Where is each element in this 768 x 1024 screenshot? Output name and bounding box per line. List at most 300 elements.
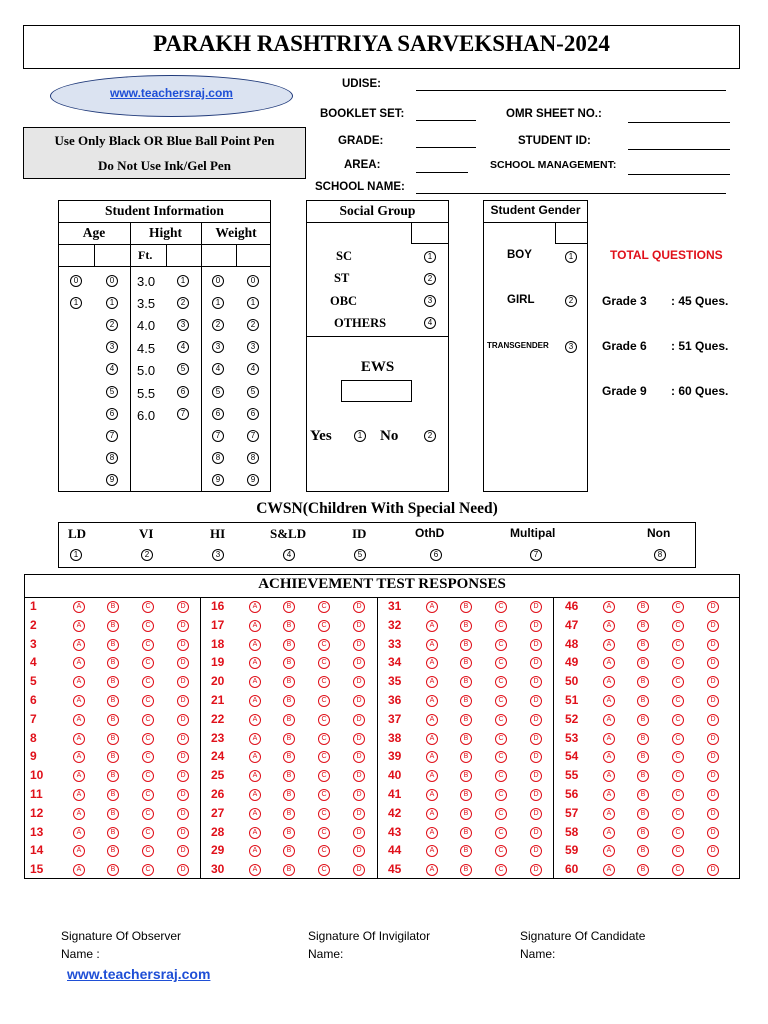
answer-bubble-b[interactable]: B xyxy=(107,770,119,782)
answer-bubble-a[interactable]: A xyxy=(603,789,615,801)
answer-bubble-a[interactable]: A xyxy=(249,789,261,801)
answer-bubble-d[interactable]: D xyxy=(530,751,542,763)
answer-bubble-a[interactable]: A xyxy=(426,714,438,726)
cwsn-bubble[interactable]: 6 xyxy=(430,549,442,561)
answer-bubble-c[interactable]: C xyxy=(495,733,507,745)
age-ones-bubble[interactable]: 6 xyxy=(106,408,118,420)
answer-bubble-c[interactable]: C xyxy=(672,601,684,613)
answer-bubble-b[interactable]: B xyxy=(460,657,472,669)
answer-bubble-b[interactable]: B xyxy=(283,845,295,857)
answer-bubble-a[interactable]: A xyxy=(249,601,261,613)
weight-ones-bubble[interactable]: 4 xyxy=(247,363,259,375)
cwsn-bubble[interactable]: 4 xyxy=(283,549,295,561)
cwsn-bubble[interactable]: 5 xyxy=(354,549,366,561)
student-id-field[interactable] xyxy=(628,149,730,150)
logo-link[interactable]: www.teachersraj.com xyxy=(110,86,233,100)
answer-bubble-d[interactable]: D xyxy=(353,751,365,763)
answer-bubble-a[interactable]: A xyxy=(249,864,261,876)
answer-bubble-d[interactable]: D xyxy=(177,639,189,651)
answer-bubble-d[interactable]: D xyxy=(530,808,542,820)
answer-bubble-d[interactable]: D xyxy=(530,601,542,613)
weight-tens-bubble[interactable]: 0 xyxy=(212,275,224,287)
answer-bubble-c[interactable]: C xyxy=(495,808,507,820)
social-group-bubble[interactable]: 1 xyxy=(424,251,436,263)
answer-bubble-c[interactable]: C xyxy=(495,770,507,782)
answer-bubble-a[interactable]: A xyxy=(73,751,85,763)
answer-bubble-b[interactable]: B xyxy=(107,733,119,745)
answer-bubble-d[interactable]: D xyxy=(707,864,719,876)
answer-bubble-c[interactable]: C xyxy=(495,845,507,857)
answer-bubble-d[interactable]: D xyxy=(177,845,189,857)
answer-bubble-b[interactable]: B xyxy=(107,657,119,669)
answer-bubble-a[interactable]: A xyxy=(249,827,261,839)
weight-ones-bubble[interactable]: 7 xyxy=(247,430,259,442)
answer-bubble-a[interactable]: A xyxy=(603,733,615,745)
answer-bubble-c[interactable]: C xyxy=(495,789,507,801)
answer-bubble-c[interactable]: C xyxy=(142,714,154,726)
answer-bubble-d[interactable]: D xyxy=(177,695,189,707)
answer-bubble-a[interactable]: A xyxy=(73,789,85,801)
answer-bubble-d[interactable]: D xyxy=(707,845,719,857)
answer-bubble-d[interactable]: D xyxy=(353,676,365,688)
answer-bubble-d[interactable]: D xyxy=(177,657,189,669)
height-bubble[interactable]: 5 xyxy=(177,363,189,375)
omr-sheet-no-field[interactable] xyxy=(628,122,730,123)
answer-bubble-b[interactable]: B xyxy=(460,864,472,876)
answer-bubble-b[interactable]: B xyxy=(637,601,649,613)
area-field[interactable] xyxy=(416,172,468,173)
answer-bubble-c[interactable]: C xyxy=(495,620,507,632)
weight-ones-bubble[interactable]: 3 xyxy=(247,341,259,353)
answer-bubble-d[interactable]: D xyxy=(707,639,719,651)
weight-ones-bubble[interactable]: 6 xyxy=(247,408,259,420)
answer-bubble-b[interactable]: B xyxy=(637,827,649,839)
answer-bubble-b[interactable]: B xyxy=(637,751,649,763)
answer-bubble-a[interactable]: A xyxy=(73,845,85,857)
answer-bubble-a[interactable]: A xyxy=(249,733,261,745)
answer-bubble-b[interactable]: B xyxy=(283,733,295,745)
answer-bubble-d[interactable]: D xyxy=(707,657,719,669)
gender-bubble[interactable]: 2 xyxy=(565,295,577,307)
answer-bubble-c[interactable]: C xyxy=(672,620,684,632)
weight-tens-bubble[interactable]: 2 xyxy=(212,319,224,331)
answer-bubble-a[interactable]: A xyxy=(603,845,615,857)
answer-bubble-d[interactable]: D xyxy=(707,827,719,839)
answer-bubble-c[interactable]: C xyxy=(142,845,154,857)
age-ones-bubble[interactable]: 9 xyxy=(106,474,118,486)
answer-bubble-b[interactable]: B xyxy=(283,639,295,651)
weight-tens-bubble[interactable]: 9 xyxy=(212,474,224,486)
answer-bubble-b[interactable]: B xyxy=(460,770,472,782)
answer-bubble-a[interactable]: A xyxy=(603,601,615,613)
answer-bubble-c[interactable]: C xyxy=(495,864,507,876)
answer-bubble-c[interactable]: C xyxy=(672,733,684,745)
answer-bubble-b[interactable]: B xyxy=(460,601,472,613)
age-ones-bubble[interactable]: 1 xyxy=(106,297,118,309)
answer-bubble-a[interactable]: A xyxy=(73,733,85,745)
answer-bubble-b[interactable]: B xyxy=(460,808,472,820)
answer-bubble-c[interactable]: C xyxy=(142,864,154,876)
answer-bubble-a[interactable]: A xyxy=(73,864,85,876)
cwsn-bubble[interactable]: 2 xyxy=(141,549,153,561)
answer-bubble-c[interactable]: C xyxy=(318,827,330,839)
answer-bubble-a[interactable]: A xyxy=(603,751,615,763)
answer-bubble-c[interactable]: C xyxy=(142,827,154,839)
answer-bubble-c[interactable]: C xyxy=(318,751,330,763)
answer-bubble-a[interactable]: A xyxy=(73,639,85,651)
answer-bubble-c[interactable]: C xyxy=(142,808,154,820)
age-ones-bubble[interactable]: 0 xyxy=(106,275,118,287)
answer-bubble-c[interactable]: C xyxy=(672,845,684,857)
answer-bubble-c[interactable]: C xyxy=(142,770,154,782)
answer-bubble-c[interactable]: C xyxy=(495,827,507,839)
answer-bubble-d[interactable]: D xyxy=(177,601,189,613)
answer-bubble-d[interactable]: D xyxy=(530,676,542,688)
answer-bubble-b[interactable]: B xyxy=(107,601,119,613)
height-bubble[interactable]: 4 xyxy=(177,341,189,353)
answer-bubble-a[interactable]: A xyxy=(426,808,438,820)
answer-bubble-c[interactable]: C xyxy=(495,601,507,613)
grade-field[interactable] xyxy=(416,147,476,148)
answer-bubble-c[interactable]: C xyxy=(318,601,330,613)
answer-bubble-d[interactable]: D xyxy=(353,657,365,669)
answer-bubble-b[interactable]: B xyxy=(637,639,649,651)
answer-bubble-a[interactable]: A xyxy=(426,639,438,651)
answer-bubble-c[interactable]: C xyxy=(142,676,154,688)
answer-bubble-b[interactable]: B xyxy=(460,733,472,745)
answer-bubble-b[interactable]: B xyxy=(637,620,649,632)
answer-bubble-a[interactable]: A xyxy=(426,695,438,707)
answer-bubble-d[interactable]: D xyxy=(353,808,365,820)
answer-bubble-a[interactable]: A xyxy=(249,676,261,688)
answer-bubble-d[interactable]: D xyxy=(707,808,719,820)
answer-bubble-d[interactable]: D xyxy=(177,770,189,782)
cwsn-bubble[interactable]: 7 xyxy=(530,549,542,561)
answer-bubble-b[interactable]: B xyxy=(283,864,295,876)
school-name-field[interactable] xyxy=(416,193,726,194)
answer-bubble-b[interactable]: B xyxy=(283,751,295,763)
answer-bubble-d[interactable]: D xyxy=(177,789,189,801)
answer-bubble-c[interactable]: C xyxy=(318,639,330,651)
answer-bubble-c[interactable]: C xyxy=(318,770,330,782)
answer-bubble-a[interactable]: A xyxy=(249,620,261,632)
answer-bubble-a[interactable]: A xyxy=(249,639,261,651)
answer-bubble-a[interactable]: A xyxy=(603,620,615,632)
answer-bubble-a[interactable]: A xyxy=(426,620,438,632)
footer-link[interactable]: www.teachersraj.com xyxy=(67,966,211,982)
answer-bubble-c[interactable]: C xyxy=(318,695,330,707)
answer-bubble-b[interactable]: B xyxy=(107,751,119,763)
ews-entry-box[interactable] xyxy=(341,380,412,402)
udise-field[interactable] xyxy=(416,90,726,91)
answer-bubble-d[interactable]: D xyxy=(177,733,189,745)
answer-bubble-b[interactable]: B xyxy=(283,827,295,839)
cwsn-bubble[interactable]: 1 xyxy=(70,549,82,561)
answer-bubble-b[interactable]: B xyxy=(460,695,472,707)
height-bubble[interactable]: 3 xyxy=(177,319,189,331)
age-ones-bubble[interactable]: 8 xyxy=(106,452,118,464)
answer-bubble-c[interactable]: C xyxy=(142,733,154,745)
answer-bubble-d[interactable]: D xyxy=(353,845,365,857)
ews-no-bubble[interactable]: 2 xyxy=(424,430,436,442)
answer-bubble-d[interactable]: D xyxy=(707,770,719,782)
answer-bubble-b[interactable]: B xyxy=(637,789,649,801)
ews-yes-bubble[interactable]: 1 xyxy=(354,430,366,442)
answer-bubble-b[interactable]: B xyxy=(283,770,295,782)
answer-bubble-a[interactable]: A xyxy=(249,751,261,763)
answer-bubble-a[interactable]: A xyxy=(426,676,438,688)
age-tens-bubble[interactable]: 1 xyxy=(70,297,82,309)
answer-bubble-b[interactable]: B xyxy=(637,714,649,726)
cwsn-bubble[interactable]: 8 xyxy=(654,549,666,561)
answer-bubble-a[interactable]: A xyxy=(249,808,261,820)
answer-bubble-b[interactable]: B xyxy=(107,789,119,801)
answer-bubble-a[interactable]: A xyxy=(73,601,85,613)
weight-tens-bubble[interactable]: 5 xyxy=(212,386,224,398)
answer-bubble-b[interactable]: B xyxy=(460,827,472,839)
answer-bubble-b[interactable]: B xyxy=(283,601,295,613)
answer-bubble-a[interactable]: A xyxy=(426,770,438,782)
answer-bubble-d[interactable]: D xyxy=(353,864,365,876)
height-bubble[interactable]: 2 xyxy=(177,297,189,309)
answer-bubble-d[interactable]: D xyxy=(353,789,365,801)
answer-bubble-b[interactable]: B xyxy=(283,714,295,726)
answer-bubble-b[interactable]: B xyxy=(107,695,119,707)
answer-bubble-d[interactable]: D xyxy=(177,827,189,839)
answer-bubble-d[interactable]: D xyxy=(353,770,365,782)
gender-entry-box[interactable] xyxy=(555,222,587,244)
answer-bubble-b[interactable]: B xyxy=(107,639,119,651)
social-group-bubble[interactable]: 2 xyxy=(424,273,436,285)
answer-bubble-b[interactable]: B xyxy=(637,845,649,857)
answer-bubble-b[interactable]: B xyxy=(283,695,295,707)
answer-bubble-a[interactable]: A xyxy=(73,827,85,839)
answer-bubble-b[interactable]: B xyxy=(637,657,649,669)
weight-ones-bubble[interactable]: 0 xyxy=(247,275,259,287)
answer-bubble-c[interactable]: C xyxy=(318,864,330,876)
answer-bubble-a[interactable]: A xyxy=(603,695,615,707)
answer-bubble-c[interactable]: C xyxy=(672,657,684,669)
answer-bubble-d[interactable]: D xyxy=(530,845,542,857)
weight-tens-bubble[interactable]: 3 xyxy=(212,341,224,353)
answer-bubble-a[interactable]: A xyxy=(426,601,438,613)
answer-bubble-a[interactable]: A xyxy=(603,864,615,876)
answer-bubble-b[interactable]: B xyxy=(283,676,295,688)
answer-bubble-a[interactable]: A xyxy=(73,770,85,782)
answer-bubble-d[interactable]: D xyxy=(707,620,719,632)
answer-bubble-d[interactable]: D xyxy=(353,714,365,726)
answer-bubble-b[interactable]: B xyxy=(107,620,119,632)
answer-bubble-b[interactable]: B xyxy=(637,864,649,876)
weight-tens-bubble[interactable]: 6 xyxy=(212,408,224,420)
answer-bubble-c[interactable]: C xyxy=(672,827,684,839)
answer-bubble-a[interactable]: A xyxy=(249,695,261,707)
booklet-set-field[interactable] xyxy=(416,120,476,121)
answer-bubble-d[interactable]: D xyxy=(707,714,719,726)
answer-bubble-b[interactable]: B xyxy=(460,751,472,763)
answer-bubble-c[interactable]: C xyxy=(672,789,684,801)
answer-bubble-d[interactable]: D xyxy=(530,620,542,632)
answer-bubble-b[interactable]: B xyxy=(637,733,649,745)
answer-bubble-d[interactable]: D xyxy=(177,864,189,876)
answer-bubble-d[interactable]: D xyxy=(707,601,719,613)
answer-bubble-c[interactable]: C xyxy=(318,733,330,745)
answer-bubble-c[interactable]: C xyxy=(495,714,507,726)
answer-bubble-d[interactable]: D xyxy=(530,639,542,651)
answer-bubble-b[interactable]: B xyxy=(460,789,472,801)
answer-bubble-d[interactable]: D xyxy=(177,676,189,688)
age-ones-bubble[interactable]: 4 xyxy=(106,363,118,375)
weight-ones-bubble[interactable]: 5 xyxy=(247,386,259,398)
answer-bubble-b[interactable]: B xyxy=(637,770,649,782)
answer-bubble-d[interactable]: D xyxy=(707,695,719,707)
answer-bubble-c[interactable]: C xyxy=(672,695,684,707)
answer-bubble-a[interactable]: A xyxy=(603,827,615,839)
school-management-field[interactable] xyxy=(628,174,730,175)
answer-bubble-d[interactable]: D xyxy=(177,620,189,632)
answer-bubble-b[interactable]: B xyxy=(107,714,119,726)
answer-bubble-a[interactable]: A xyxy=(73,676,85,688)
answer-bubble-c[interactable]: C xyxy=(672,751,684,763)
answer-bubble-d[interactable]: D xyxy=(530,770,542,782)
answer-bubble-b[interactable]: B xyxy=(283,620,295,632)
answer-bubble-a[interactable]: A xyxy=(603,657,615,669)
answer-bubble-a[interactable]: A xyxy=(426,845,438,857)
answer-bubble-c[interactable]: C xyxy=(672,864,684,876)
answer-bubble-b[interactable]: B xyxy=(107,827,119,839)
answer-bubble-a[interactable]: A xyxy=(249,845,261,857)
answer-bubble-c[interactable]: C xyxy=(495,751,507,763)
answer-bubble-c[interactable]: C xyxy=(672,770,684,782)
answer-bubble-b[interactable]: B xyxy=(637,808,649,820)
weight-ones-bubble[interactable]: 2 xyxy=(247,319,259,331)
answer-bubble-b[interactable]: B xyxy=(283,808,295,820)
answer-bubble-a[interactable]: A xyxy=(249,714,261,726)
answer-bubble-b[interactable]: B xyxy=(460,845,472,857)
answer-bubble-d[interactable]: D xyxy=(177,714,189,726)
answer-bubble-b[interactable]: B xyxy=(107,676,119,688)
gender-bubble[interactable]: 3 xyxy=(565,341,577,353)
answer-bubble-b[interactable]: B xyxy=(460,620,472,632)
answer-bubble-a[interactable]: A xyxy=(73,808,85,820)
answer-bubble-c[interactable]: C xyxy=(672,808,684,820)
answer-bubble-b[interactable]: B xyxy=(107,845,119,857)
answer-bubble-c[interactable]: C xyxy=(142,789,154,801)
answer-bubble-d[interactable]: D xyxy=(530,733,542,745)
weight-tens-bubble[interactable]: 7 xyxy=(212,430,224,442)
weight-tens-bubble[interactable]: 4 xyxy=(212,363,224,375)
social-group-bubble[interactable]: 4 xyxy=(424,317,436,329)
answer-bubble-b[interactable]: B xyxy=(283,657,295,669)
answer-bubble-d[interactable]: D xyxy=(530,789,542,801)
answer-bubble-d[interactable]: D xyxy=(707,733,719,745)
answer-bubble-c[interactable]: C xyxy=(672,639,684,651)
answer-bubble-b[interactable]: B xyxy=(460,639,472,651)
answer-bubble-c[interactable]: C xyxy=(495,676,507,688)
answer-bubble-a[interactable]: A xyxy=(426,733,438,745)
weight-tens-bubble[interactable]: 1 xyxy=(212,297,224,309)
answer-bubble-d[interactable]: D xyxy=(353,601,365,613)
answer-bubble-b[interactable]: B xyxy=(460,714,472,726)
answer-bubble-b[interactable]: B xyxy=(460,676,472,688)
answer-bubble-c[interactable]: C xyxy=(318,714,330,726)
answer-bubble-d[interactable]: D xyxy=(530,864,542,876)
answer-bubble-d[interactable]: D xyxy=(353,639,365,651)
answer-bubble-c[interactable]: C xyxy=(318,657,330,669)
answer-bubble-d[interactable]: D xyxy=(177,751,189,763)
weight-ones-bubble[interactable]: 8 xyxy=(247,452,259,464)
gender-bubble[interactable]: 1 xyxy=(565,251,577,263)
answer-bubble-c[interactable]: C xyxy=(495,657,507,669)
answer-bubble-a[interactable]: A xyxy=(603,714,615,726)
answer-bubble-c[interactable]: C xyxy=(318,845,330,857)
answer-bubble-d[interactable]: D xyxy=(353,620,365,632)
answer-bubble-a[interactable]: A xyxy=(426,864,438,876)
age-ones-bubble[interactable]: 7 xyxy=(106,430,118,442)
answer-bubble-d[interactable]: D xyxy=(707,676,719,688)
age-tens-bubble[interactable]: 0 xyxy=(70,275,82,287)
answer-bubble-a[interactable]: A xyxy=(603,770,615,782)
answer-bubble-c[interactable]: C xyxy=(672,714,684,726)
age-ones-bubble[interactable]: 5 xyxy=(106,386,118,398)
height-bubble[interactable]: 7 xyxy=(177,408,189,420)
answer-bubble-a[interactable]: A xyxy=(249,657,261,669)
age-ones-bubble[interactable]: 3 xyxy=(106,341,118,353)
answer-bubble-d[interactable]: D xyxy=(530,827,542,839)
answer-bubble-d[interactable]: D xyxy=(707,751,719,763)
answer-bubble-d[interactable]: D xyxy=(353,695,365,707)
answer-bubble-d[interactable]: D xyxy=(530,657,542,669)
answer-bubble-d[interactable]: D xyxy=(530,714,542,726)
answer-bubble-d[interactable]: D xyxy=(353,827,365,839)
answer-bubble-d[interactable]: D xyxy=(177,808,189,820)
answer-bubble-b[interactable]: B xyxy=(637,695,649,707)
answer-bubble-d[interactable]: D xyxy=(353,733,365,745)
answer-bubble-b[interactable]: B xyxy=(107,864,119,876)
answer-bubble-c[interactable]: C xyxy=(495,695,507,707)
answer-bubble-a[interactable]: A xyxy=(249,770,261,782)
answer-bubble-c[interactable]: C xyxy=(142,601,154,613)
answer-bubble-c[interactable]: C xyxy=(142,695,154,707)
answer-bubble-b[interactable]: B xyxy=(107,808,119,820)
answer-bubble-a[interactable]: A xyxy=(426,789,438,801)
answer-bubble-a[interactable]: A xyxy=(603,808,615,820)
answer-bubble-c[interactable]: C xyxy=(318,789,330,801)
age-ones-bubble[interactable]: 2 xyxy=(106,319,118,331)
height-bubble[interactable]: 6 xyxy=(177,386,189,398)
answer-bubble-a[interactable]: A xyxy=(73,657,85,669)
social-group-entry-box[interactable] xyxy=(411,222,448,244)
answer-bubble-a[interactable]: A xyxy=(73,620,85,632)
answer-bubble-c[interactable]: C xyxy=(672,676,684,688)
height-bubble[interactable]: 1 xyxy=(177,275,189,287)
weight-ones-bubble[interactable]: 1 xyxy=(247,297,259,309)
answer-bubble-c[interactable]: C xyxy=(318,808,330,820)
answer-bubble-c[interactable]: C xyxy=(142,620,154,632)
answer-bubble-c[interactable]: C xyxy=(495,639,507,651)
weight-ones-bubble[interactable]: 9 xyxy=(247,474,259,486)
answer-bubble-a[interactable]: A xyxy=(73,695,85,707)
answer-bubble-c[interactable]: C xyxy=(142,639,154,651)
answer-bubble-b[interactable]: B xyxy=(283,789,295,801)
answer-bubble-a[interactable]: A xyxy=(426,827,438,839)
answer-bubble-a[interactable]: A xyxy=(426,657,438,669)
answer-bubble-c[interactable]: C xyxy=(142,657,154,669)
answer-bubble-a[interactable]: A xyxy=(603,676,615,688)
answer-bubble-a[interactable]: A xyxy=(426,751,438,763)
answer-bubble-b[interactable]: B xyxy=(637,676,649,688)
cwsn-bubble[interactable]: 3 xyxy=(212,549,224,561)
